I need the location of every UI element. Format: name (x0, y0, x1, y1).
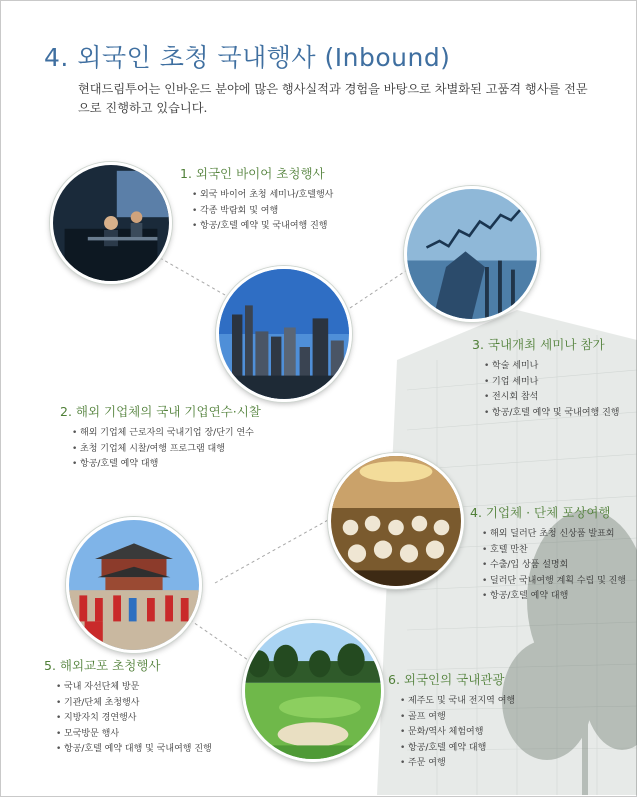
list-item: • 지방자치 경연행사 (56, 711, 212, 727)
section-overseas-korean-events (44, 656, 212, 758)
list-item: • 호텔 만찬 (482, 543, 626, 559)
list-item: • 항공/호텔 예약 및 국내여행 진행 (484, 406, 620, 422)
list-item: • 제주도 및 국내 전지역 여행 (400, 694, 515, 710)
list-item: • 학술 세미나 (484, 359, 620, 375)
photo-seminar-chart (404, 186, 540, 322)
section-heading: 3. 국내개최 세미나 참가 (472, 337, 605, 352)
section-heading: 4. 기업체 · 단체 포상여행 (470, 505, 611, 520)
list-item: • 해외 딜러단 초청 신상품 발표회 (482, 527, 626, 543)
list-item: • 수출/입 상품 설명회 (482, 558, 626, 574)
section-domestic-seminar (472, 335, 620, 421)
section-heading: 1. 외국인 바이어 초청행사 (180, 166, 325, 181)
section-corporate-training (60, 402, 261, 473)
list-item: • 항공/호텔 예약 대행 (482, 589, 626, 605)
photo-banquet-hall (328, 453, 464, 589)
list-item: • 초청 기업체 시찰/여행 프로그램 대행 (72, 442, 261, 458)
list-item: • 항공/호텔 예약 대행 (400, 741, 515, 757)
list-item: • 외국 바이어 초청 세미나/호텔행사 (192, 188, 333, 204)
section-heading: 6. 외국인의 국내관광 (388, 672, 505, 687)
list-item: • 각종 박람회 및 여행 (192, 204, 333, 220)
photo-golf-course (242, 620, 384, 762)
page-title: 4. 외국인 초청 국내행사 (Inbound) (44, 43, 451, 72)
intro-text: 현대드림투어는 인바운드 분야에 많은 행사실적과 경험을 바탕으로 차별화된 고품격 행사를 전문으로 진행하고 있습니다. (78, 82, 588, 115)
list-item: • 주문 여행 (400, 756, 515, 772)
list-item: • 딜러단 국내여행 계획 수립 및 진행 (482, 574, 626, 590)
list-item: • 전시회 참석 (484, 390, 620, 406)
section-foreigner-domestic-tours (388, 670, 515, 772)
list-item: • 기관/단체 초청행사 (56, 696, 212, 712)
section-incentive-travel (470, 503, 626, 605)
list-item: • 기업 세미나 (484, 375, 620, 391)
section-heading: 5. 해외교포 초청행사 (44, 658, 161, 673)
list-item: • 항공/호텔 예약 및 국내여행 진행 (192, 219, 333, 235)
photo-palace-ceremony (66, 517, 202, 653)
list-item: • 모국방문 행사 (56, 727, 212, 743)
photo-buyer-meeting (50, 162, 172, 284)
list-item: • 항공/호텔 예약 대행 (72, 457, 261, 473)
list-item: • 국내 자선단체 방문 (56, 680, 212, 696)
list-item: • 항공/호텔 예약 대행 및 국내여행 진행 (56, 742, 212, 758)
list-item: • 골프 여행 (400, 710, 515, 726)
section-heading: 2. 해외 기업체의 국내 기업연수·시찰 (60, 404, 261, 419)
list-item: • 해외 기업체 근로자의 국내기업 장/단기 연수 (72, 426, 261, 442)
list-item: • 문화/역사 체험여행 (400, 725, 515, 741)
photo-city-skyline (216, 266, 352, 402)
section-foreign-buyer-events (180, 164, 333, 235)
